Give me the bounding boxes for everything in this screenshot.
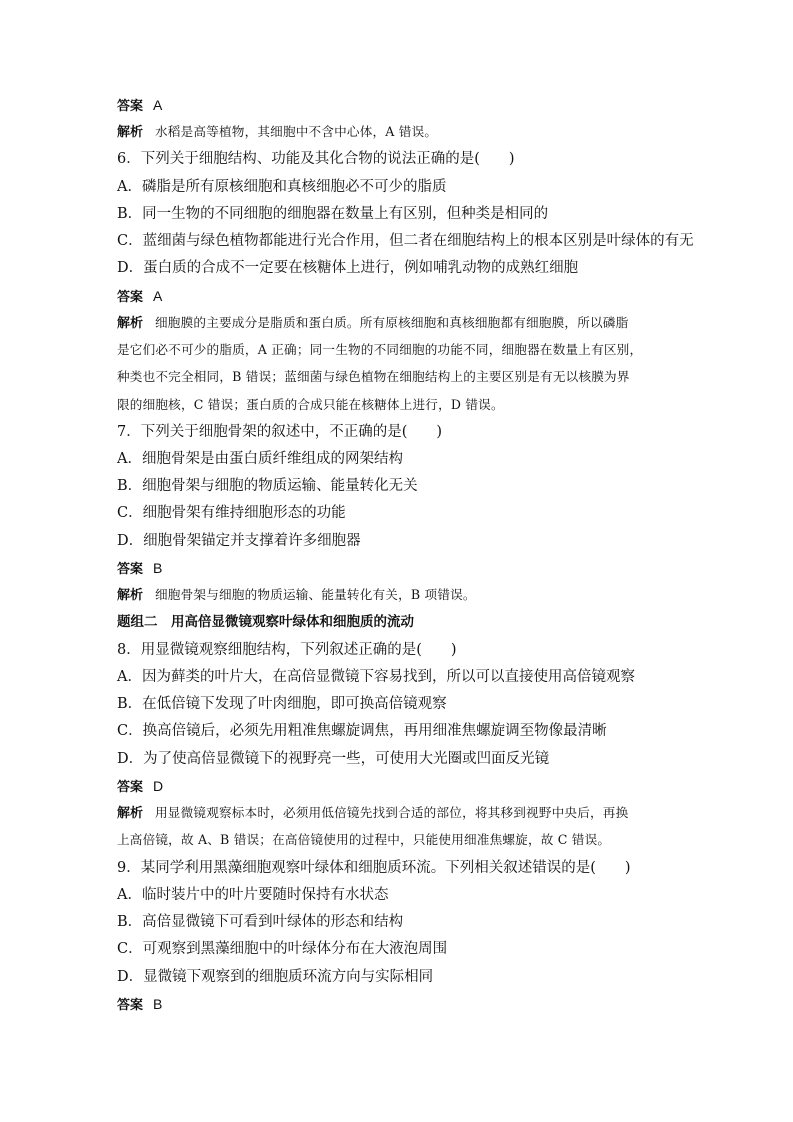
- question-7-option-a: A．细胞骨架是由蛋白质纤维组成的网架结构: [117, 451, 403, 467]
- answer-5: [117, 95, 677, 117]
- answer-label: 答案: [117, 562, 144, 577]
- question-7-option-c: C．细胞骨架有维持细胞形态的功能: [117, 505, 346, 521]
- explanation-6-line-3: 种类也不完全相同，B 错误；蓝细菌与绿色植物在细胞结构上的主要区别是有无以核膜为界: [117, 369, 630, 384]
- explanation-8-line-2: 上高倍镜，故 A、B 错误；在高倍镜使用的过程中，只能使用细准焦螺旋，故 C 错误。: [117, 832, 611, 847]
- answer-value: B: [153, 996, 163, 1012]
- question-9-option-b: B．高倍显微镜下可看到叶绿体的形态和结构: [117, 914, 404, 930]
- question-9-option-d: D．显微镜下观察到的细胞质环流方向与实际相同: [117, 969, 434, 985]
- question-9-stem: 9．某同学利用黑藻细胞观察叶绿体和细胞质环流。下列相关叙述错误的是( ): [117, 860, 631, 876]
- explanation-8: [117, 803, 677, 824]
- question-8-option-a: A．因为藓类的叶片大，在高倍显微镜下容易找到，所以可以直接使用高倍镜观察: [117, 669, 635, 685]
- explanation-text: 细胞膜的主要成分是脂质和蛋白质。所有原核细胞和真核细胞都有细胞膜，所以磷脂: [155, 315, 629, 330]
- explanation-text: 水稻是高等植物，其细胞中不含中心体，A 错误。: [155, 124, 438, 139]
- answer-8: [117, 776, 677, 798]
- question-8-option-c: C．换高倍镜后，必须先用粗准焦螺旋调焦，再用细准焦螺旋调至物像最清晰: [117, 723, 607, 739]
- question-6-option-b: B．同一生物的不同细胞的细胞器在数量上有区别，但种类是相同的: [117, 206, 549, 222]
- answer-7: [117, 558, 677, 580]
- question-8-option-b: B．在低倍镜下发现了叶肉细胞，即可换高倍镜观察: [117, 696, 447, 712]
- question-6-option-a: A．磷脂是所有原核细胞和真核细胞必不可少的脂质: [117, 179, 447, 195]
- explanation-5: [117, 122, 677, 143]
- explanation-7: [117, 585, 677, 606]
- explanation-text: 用显微镜观察标本时，必须用低倍镜先找到合适的部位，将其移到视野中央后，再换: [155, 805, 629, 820]
- explanation-label: 解析: [117, 588, 144, 603]
- question-6-option-d: D．蛋白质的合成不一定要在核糖体上进行，例如哺乳动物的成熟红细胞: [117, 260, 579, 276]
- explanation-6-line-2: 是它们必不可少的脂质，A 正确；同一生物的不同细胞的功能不同，细胞器在数量上有区别，: [117, 342, 643, 357]
- answer-label: 答案: [117, 998, 144, 1013]
- explanation-label: 解析: [117, 316, 144, 331]
- answer-label: 答案: [117, 99, 144, 114]
- question-9-option-c: C．可观察到黑藻细胞中的叶绿体分布在大液泡周围: [117, 941, 448, 957]
- question-7-option-b: B．细胞骨架与细胞的物质运输、能量转化无关: [117, 478, 418, 494]
- explanation-text: 细胞骨架与细胞的物质运输、能量转化有关，B 项错误。: [155, 587, 476, 602]
- answer-value: A: [153, 288, 163, 304]
- answer-9: [117, 994, 677, 1016]
- question-6-option-c: C．蓝细菌与绿色植物都能进行光合作用，但二者在细胞结构上的根本区别是叶绿体的有无: [117, 233, 694, 249]
- question-7-option-d: D．细胞骨架锚定并支撑着许多细胞器: [117, 533, 361, 549]
- explanation-6: [117, 313, 677, 334]
- explanation-label: 解析: [117, 125, 144, 140]
- answer-value: A: [153, 97, 163, 113]
- explanation-6-line-4: 限的细胞核，C 错误；蛋白质的合成只能在核糖体上进行，D 错误。: [117, 397, 504, 412]
- explanation-label: 解析: [117, 806, 144, 821]
- answer-label: 答案: [117, 290, 144, 305]
- answer-value: B: [153, 560, 163, 576]
- answer-value: D: [153, 778, 164, 794]
- question-8-stem: 8．用显微镜观察细胞结构，下列叙述正确的是( ): [117, 642, 457, 658]
- answer-6: [117, 286, 677, 308]
- answer-label: 答案: [117, 780, 144, 795]
- question-8-option-d: D．为了使高倍显微镜下的视野亮一些，可使用大光圈或凹面反光镜: [117, 751, 550, 767]
- question-7-stem: 7．下列关于细胞骨架的叙述中，不正确的是( ): [117, 424, 443, 440]
- section-heading: 题组二 用高倍显微镜观察叶绿体和细胞质的流动: [117, 614, 414, 630]
- question-9-option-a: A．临时装片中的叶片要随时保持有水状态: [117, 887, 389, 903]
- question-6-stem: 6．下列关于细胞结构、功能及其化合物的说法正确的是( ): [117, 151, 515, 167]
